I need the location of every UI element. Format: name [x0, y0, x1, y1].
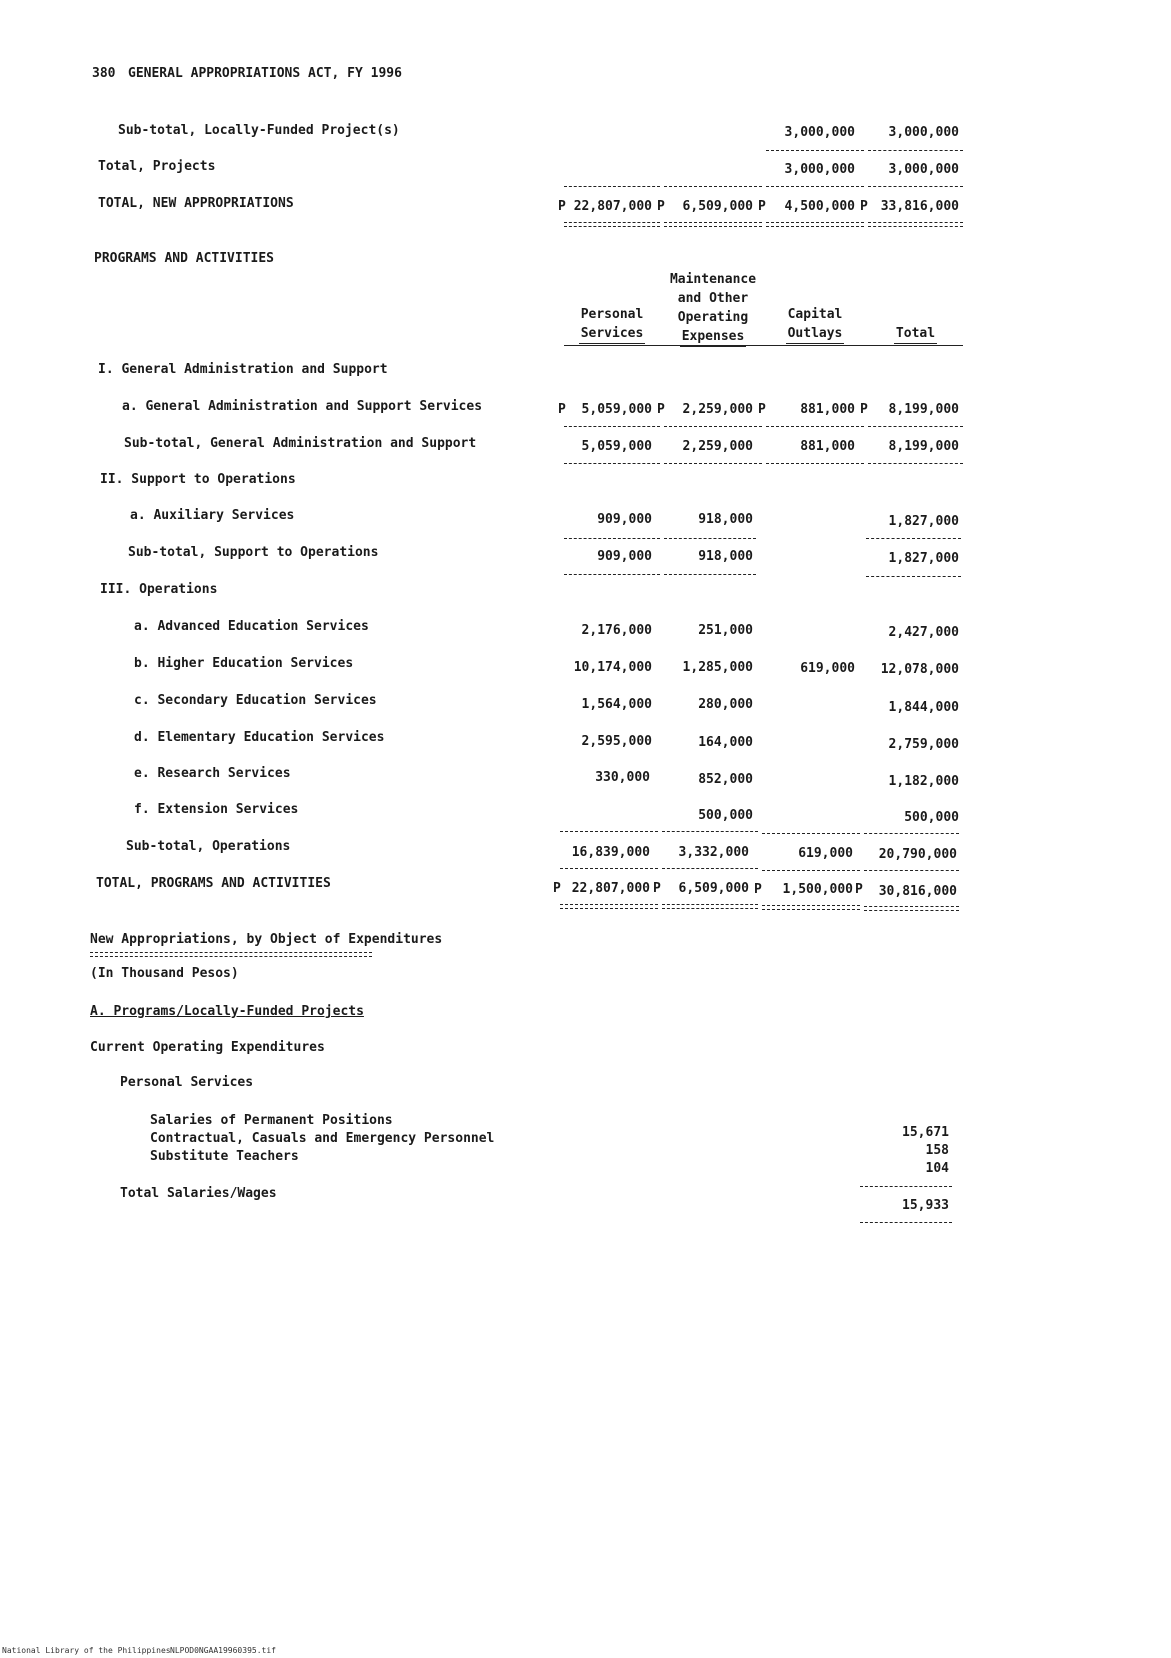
gas-item-label: a. General Administration and Support Services	[122, 399, 483, 414]
double-rule	[766, 222, 864, 227]
rule	[866, 538, 961, 539]
programs-total-total: 30,816,000	[878, 884, 957, 899]
double-rule	[664, 222, 762, 227]
rule	[564, 574, 660, 575]
programs-total-ps: 22,807,000	[571, 881, 650, 896]
current-operating-expenditures: Current Operating Expenditures	[90, 1040, 325, 1055]
double-rule	[90, 952, 372, 957]
ops-subtotal-co: 619,000	[798, 846, 853, 861]
programs-total-mooe: 6,509,000	[678, 881, 749, 896]
object-section-sub-a: A. Programs/Locally-Funded Projects	[90, 1004, 364, 1019]
object-section-unit: (In Thousand Pesos)	[90, 966, 239, 981]
double-rule	[560, 904, 658, 909]
object-item-label: Substitute Teachers	[150, 1149, 299, 1164]
programs-total-label: TOTAL, PROGRAMS AND ACTIVITIES	[96, 876, 331, 891]
total-salaries-label: Total Salaries/Wages	[120, 1186, 277, 1201]
gas-heading: I. General Administration and Support	[98, 362, 388, 377]
rule	[564, 463, 660, 464]
total-new-total: 33,816,000	[880, 199, 959, 214]
gas-subtotal-ps: 5,059,000	[581, 439, 652, 454]
rule	[864, 870, 959, 871]
ops-subtotal-total: 20,790,000	[878, 847, 957, 862]
ops-row-ps: 10,174,000	[573, 660, 652, 675]
rule	[860, 1186, 952, 1187]
rule	[662, 868, 758, 869]
header-underline	[564, 345, 963, 346]
ops-row-total: 12,078,000	[880, 662, 959, 677]
subtotal-projects-total: 3,000,000	[888, 125, 959, 140]
ops-subtotal-mooe: 3,332,000	[678, 845, 749, 860]
rule	[664, 186, 762, 187]
sto-item-mooe: 918,000	[698, 512, 753, 527]
ops-subtotal-label: Sub-total, Operations	[126, 839, 291, 854]
gas-item-total: 8,199,000	[888, 402, 959, 417]
double-rule	[564, 222, 660, 227]
ops-subtotal-ps: 16,839,000	[571, 845, 650, 860]
rule	[868, 186, 963, 187]
personal-services-heading: Personal Services	[120, 1075, 254, 1090]
double-rule	[762, 905, 860, 910]
rule	[860, 1222, 952, 1223]
ops-row-mooe: 1,285,000	[682, 660, 753, 675]
rule	[762, 870, 860, 871]
subtotal-projects-label: Sub-total, Locally-Funded Project(s)	[118, 123, 400, 138]
sto-item-label: a. Auxiliary Services	[130, 508, 295, 523]
gas-subtotal-mooe: 2,259,000	[682, 439, 753, 454]
peso-sign: P	[860, 402, 868, 417]
rule	[766, 186, 864, 187]
ops-row-label: f. Extension Services	[134, 802, 299, 817]
peso-sign: P	[558, 402, 566, 417]
ops-row-ps: 2,595,000	[581, 734, 652, 749]
rule	[766, 463, 864, 464]
rule	[864, 833, 959, 834]
rule	[868, 426, 963, 427]
peso-sign: P	[558, 199, 566, 214]
ops-row-label: e. Research Services	[134, 766, 291, 781]
ops-row-mooe: 280,000	[698, 697, 753, 712]
total-new-mooe: 6,509,000	[682, 199, 753, 214]
rule	[766, 150, 864, 151]
gas-subtotal-total: 8,199,000	[888, 439, 959, 454]
object-item-label: Salaries of Permanent Positions	[150, 1113, 393, 1128]
column-header-personal-services: Personal Services	[564, 305, 660, 344]
gas-item-ps: 5,059,000	[581, 402, 652, 417]
ops-row-label: d. Elementary Education Services	[134, 730, 385, 745]
column-header-total: Total	[868, 324, 963, 344]
rule	[560, 868, 658, 869]
gas-item-co: 881,000	[800, 402, 855, 417]
peso-sign: P	[758, 199, 766, 214]
ops-row-total: 2,759,000	[888, 737, 959, 752]
sto-subtotal-label: Sub-total, Support to Operations	[128, 545, 379, 560]
column-header-capital-outlays: Capital Outlays	[766, 305, 864, 344]
peso-sign: P	[860, 199, 868, 214]
sto-subtotal-ps: 909,000	[597, 549, 652, 564]
ops-row-mooe: 251,000	[698, 623, 753, 638]
rule	[560, 831, 658, 832]
ops-row-mooe: 500,000	[698, 808, 753, 823]
ops-row-total: 500,000	[904, 810, 959, 825]
footer-library: National Library of the Philippines	[2, 1646, 171, 1655]
object-item-value: 104	[925, 1161, 949, 1176]
rule	[564, 426, 660, 427]
object-item-value: 158	[925, 1143, 949, 1158]
object-item-value: 15,671	[902, 1125, 949, 1140]
total-projects-total: 3,000,000	[888, 162, 959, 177]
total-projects-co: 3,000,000	[784, 162, 855, 177]
total-salaries-value: 15,933	[902, 1198, 949, 1213]
rule	[664, 426, 762, 427]
rule	[662, 831, 758, 832]
gas-subtotal-co: 881,000	[800, 439, 855, 454]
sto-item-total: 1,827,000	[888, 514, 959, 529]
object-section-heading: New Appropriations, by Object of Expenditures	[90, 932, 443, 947]
total-new-ps: 22,807,000	[573, 199, 652, 214]
peso-sign: P	[754, 882, 762, 897]
double-rule	[864, 906, 959, 911]
ops-row-total: 2,427,000	[888, 625, 959, 640]
page-number: 380	[92, 66, 116, 81]
rule	[762, 833, 860, 834]
sto-heading: II. Support to Operations	[100, 472, 296, 487]
ops-row-mooe: 852,000	[698, 772, 753, 787]
peso-sign: P	[653, 881, 661, 896]
ops-row-label: c. Secondary Education Services	[134, 693, 377, 708]
rule	[664, 538, 756, 539]
programs-heading: PROGRAMS AND ACTIVITIES	[94, 251, 275, 266]
footer-file-id: NLPOD0NGAA19960395.tif	[170, 1646, 276, 1655]
rule	[664, 463, 762, 464]
peso-sign: P	[657, 402, 665, 417]
ops-row-total: 1,844,000	[888, 700, 959, 715]
rule	[866, 576, 961, 577]
sto-subtotal-total: 1,827,000	[888, 551, 959, 566]
gas-item-mooe: 2,259,000	[682, 402, 753, 417]
object-item-label: Contractual, Casuals and Emergency Personnel	[150, 1131, 495, 1146]
rule	[766, 426, 864, 427]
total-new-appropriations-label: TOTAL, NEW APPROPRIATIONS	[98, 196, 294, 211]
ops-row-ps: 1,564,000	[581, 697, 652, 712]
ops-heading: III. Operations	[100, 582, 218, 597]
peso-sign: P	[657, 199, 665, 214]
page-header-title: GENERAL APPROPRIATIONS ACT, FY 1996	[128, 66, 402, 81]
rule	[664, 574, 756, 575]
sto-subtotal-mooe: 918,000	[698, 549, 753, 564]
rule	[564, 538, 660, 539]
subtotal-projects-co: 3,000,000	[784, 125, 855, 140]
rule	[868, 150, 963, 151]
peso-sign: P	[553, 881, 561, 896]
peso-sign: P	[758, 402, 766, 417]
total-new-co: 4,500,000	[784, 199, 855, 214]
column-header-mooe: Maintenance and Other Operating Expenses	[664, 270, 762, 347]
rule	[868, 463, 963, 464]
rule	[564, 186, 660, 187]
ops-row-ps: 2,176,000	[581, 623, 652, 638]
peso-sign: P	[855, 882, 863, 897]
ops-row-ps: 330,000	[595, 770, 650, 785]
programs-total-co: 1,500,000	[782, 882, 853, 897]
double-rule	[662, 904, 758, 909]
ops-row-co: 619,000	[800, 661, 855, 676]
ops-row-label: b. Higher Education Services	[134, 656, 354, 671]
gas-subtotal-label: Sub-total, General Administration and Support	[124, 436, 477, 451]
ops-row-total: 1,182,000	[888, 774, 959, 789]
ops-row-mooe: 164,000	[698, 735, 753, 750]
sto-item-ps: 909,000	[597, 512, 652, 527]
double-rule	[868, 222, 963, 227]
total-projects-label: Total, Projects	[98, 159, 216, 174]
ops-row-label: a. Advanced Education Services	[134, 619, 369, 634]
